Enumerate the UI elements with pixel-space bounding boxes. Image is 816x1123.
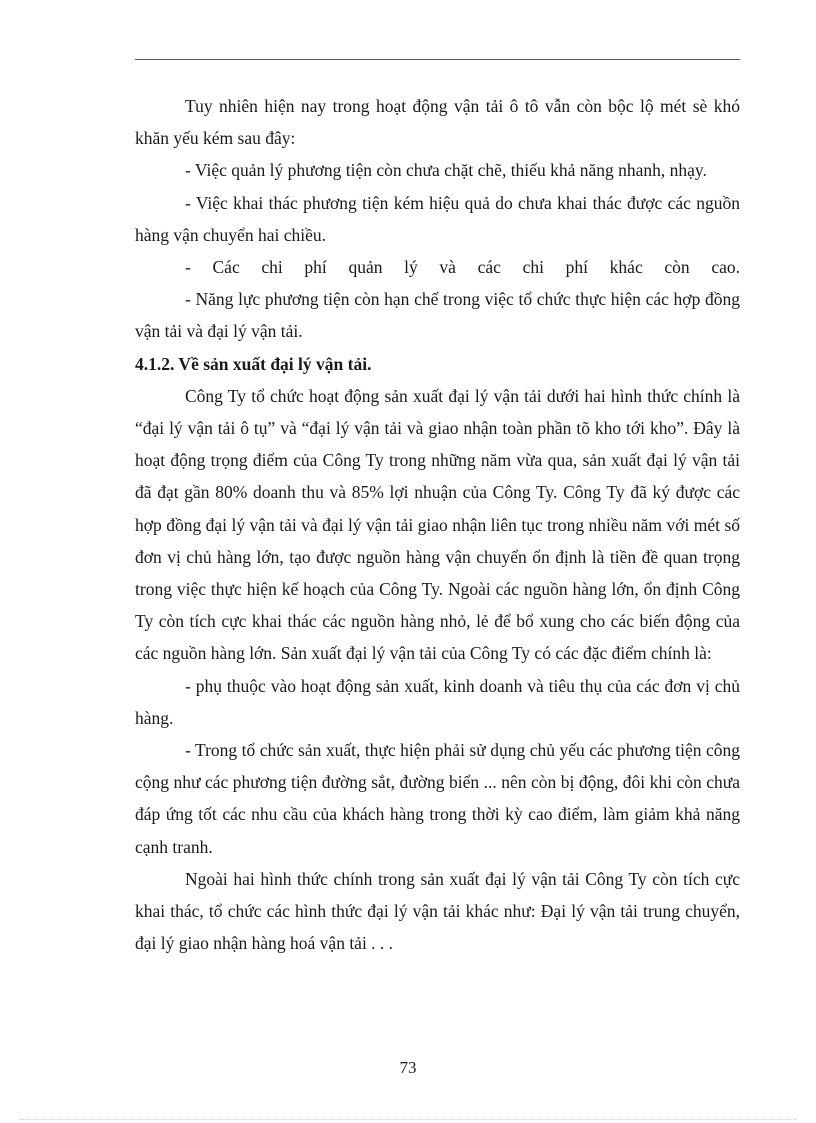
document-body	[135, 90, 740, 959]
bullet-management: - Việc quản lý phương tiện còn chưa chặt chẽ, thiếu khả năng nhanh, nhạy.	[185, 160, 707, 181]
bullet-capacity: - Năng lực phương tiện còn hạn chế trong việc tổ chức thực hiện các hợp đồng vận tải và đại lý vận tải.	[135, 289, 740, 342]
header-rule	[135, 59, 740, 60]
bullet-costs: - Các chi phí quản lý và các chi phí khác còn cao.	[185, 257, 740, 278]
bullet-dependency: - phụ thuộc vào hoạt động sản xuất, kinh doanh và tiêu thụ của các đơn vị chủ hàng.	[135, 675, 740, 728]
bullet-exploitation: - Việc khai thác phương tiện kém hiệu quả do chưa khai thác được các nguồn hàng vận chuyển hai chiều.	[135, 192, 740, 245]
footer-divider	[20, 1119, 796, 1120]
section-heading: 4.1.2. Về sản xuất đại lý vận tải.	[135, 353, 372, 374]
bullet-organization: - Trong tổ chức sản xuất, thực hiện phải sử dụng chủ yếu các phương tiện công cộng như các phương tiện đường sắt, đường biển ... nên còn bị động, đôi khi còn chưa đáp ứng tốt các nhu cầu của khách hàng trong thời kỳ cao điểm, làm giảm khả năng cạnh tranh.	[135, 740, 740, 857]
agency-paragraph: Công Ty tổ chức hoạt động sản xuất đại lý vận tải dưới hai hình thức chính là “đại lý vận tải ô tụ” và “đại lý vận tải và giao nhận toàn phần tõ kho tới kho”. Đây là hoạt động trọng điểm của Công Ty trong những năm vừa qua, sản xuất đại lý vận tải đã đạt gần 80% doanh thu và 85% lợi nhuận của Công Ty. Công Ty đã ký được các hợp đồng đại lý vận tải và đại lý vận tải giao nhận liên tục trong nhiều năm với mét số đơn vị chủ hàng lớn, tạo được nguồn hàng vận chuyển ổn định là tiền đề quan trọng trong việc thực hiện kế hoạch của Công Ty. Ngoài các nguồn hàng lớn, ổn định Công Ty còn tích cực khai thác các nguồn hàng nhỏ, lẻ để bổ xung cho các biến động của các nguồn hàng lớn. Sản xuất đại lý vận tải của Công Ty có các đặc điểm chính là:	[135, 385, 740, 664]
page-number: 73	[399, 1058, 417, 1077]
closing-paragraph: Ngoài hai hình thức chính trong sản xuất đại lý vận tải Công Ty còn tích cực khai thác, tổ chức các hình thức đại lý vận tải khác như: Đại lý vận tải trung chuyển, đại lý giao nhận hàng hoá vận tải . . .	[135, 868, 740, 954]
intro-paragraph: Tuy nhiên hiện nay trong hoạt động vận tải ô tô vẫn còn bộc lộ mét sè khó khăn yếu kém sau đây:	[135, 96, 740, 149]
